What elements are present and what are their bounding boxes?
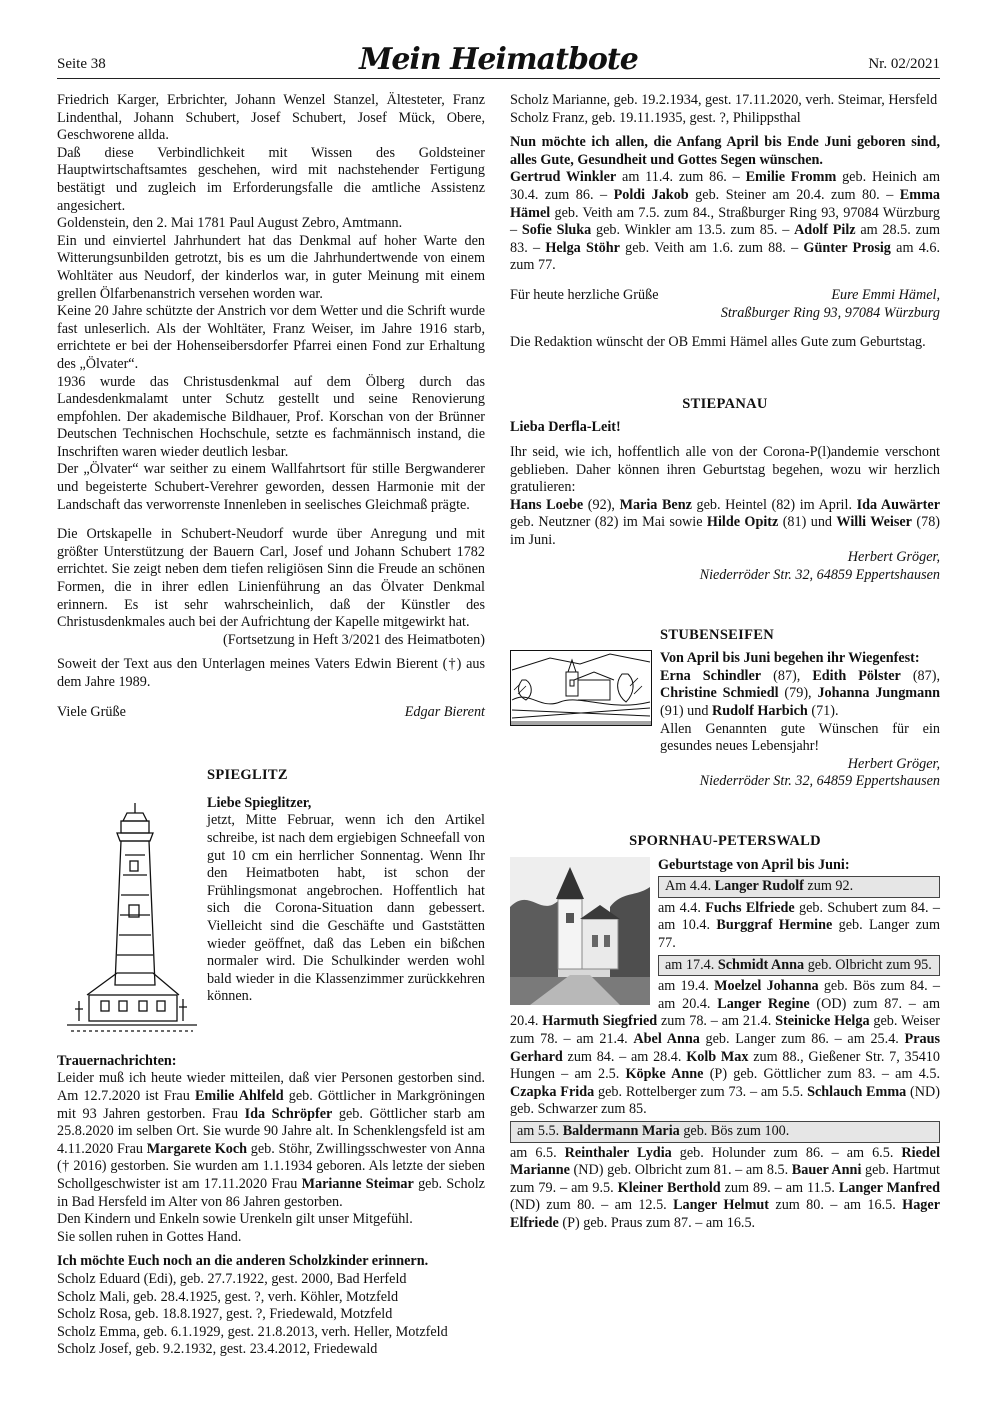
text-run: geb. Veith am 7.5. zum 84., Straßburger Ring 93, 97084 Würzburg – xyxy=(510,204,940,239)
text-run: (P) geb. Göttlicher zum 83. – am 4.5. xyxy=(703,1066,940,1083)
person-name: Kleiner Berthold xyxy=(617,1179,721,1196)
text-run: am 5.5. xyxy=(517,1122,563,1139)
scholz-list-continued xyxy=(510,92,940,127)
text-run: geb. Bös zum 100. xyxy=(679,1122,790,1139)
signature xyxy=(57,704,485,722)
highlight-box xyxy=(510,1121,940,1143)
text-run: geb. Heinich am 30.4. zum 86. – xyxy=(510,169,941,203)
highlight-box xyxy=(658,876,940,898)
subheading: Von April bis Juni begehen ihr Wiegenfest: xyxy=(660,650,920,667)
text-run: (81) und xyxy=(778,514,837,531)
paragraph: Ein und einviertel Jahrhundert hat das Denkmal auf hoher Warte den Witterungsunbilden getrotzt, bis es um die Jahrhundertwende von einem Wohltäter aus Neudorf, der kinderlos war, in guter Meinung mit einem grellen Ölfarbenanstrich versehen worden war. xyxy=(57,232,485,302)
person-name: Köpke Anne xyxy=(625,1066,704,1083)
birthday-list xyxy=(510,169,940,275)
text-run: zum 88., Gießener Str. 7, 35410 Hungen – am 2.5. xyxy=(510,1048,940,1083)
person-name: Maria Benz xyxy=(619,496,692,513)
greeting: Für heute herzliche Grüße xyxy=(510,286,659,303)
text-run: zum 78. – am 21.4. xyxy=(657,1013,776,1030)
section-title-spieglitz: SPIEGLITZ xyxy=(207,767,288,784)
text-run: geb. Veith am 1.6. zum 88. – xyxy=(619,239,804,256)
person-name: Willi Weiser xyxy=(836,514,912,531)
text-run: geb. Langer zum 77. xyxy=(658,917,940,951)
text-run: am 19.4. xyxy=(658,978,715,995)
author-address: Niederröder Str. 32, 64859 Eppertshausen xyxy=(699,773,940,790)
list-item: Scholz Mali, geb. 28.4.1925, gest. ?, verh. Köhler, Motzfeld xyxy=(57,1288,399,1305)
text-run: am 11.4. zum 86. – xyxy=(616,169,746,186)
list-item: Scholz Eduard (Edi), geb. 27.7.1922, gest. 2000, Bad Herfeld xyxy=(57,1270,407,1287)
person-name: Hilde Opitz xyxy=(706,514,779,531)
section-title-stiepanau: STIEPANAU xyxy=(682,395,768,412)
text-run: am 28.5. zum 83. – xyxy=(510,222,941,256)
person-name: Fuchs Elfriede xyxy=(705,899,795,916)
text-run: (OD) zum 87. – am 20.4. xyxy=(510,995,940,1030)
person-name: Marianne Steimar xyxy=(301,1175,414,1192)
section-title-stubenseifen: STUBENSEIFEN xyxy=(660,626,774,643)
paragraph: Keine 20 Jahre schützte der Anstrich vor dem Wetter und die Schrift wurde fast unleserlich. Als der Wohltäter, Franz Weiser, im Jahre 1916 starb, errichtete er bei der Hohenseibersdorfer Pfarrei einen Fond zur Erhaltung des „Ölvater“. xyxy=(57,303,485,372)
author-name: Edgar Bierent xyxy=(404,703,485,720)
author-name: Eure Emmi Hämel, xyxy=(831,286,940,303)
text-run: (ND) geb. Schwarzer zum 85. xyxy=(510,1083,940,1118)
village-church-illustration xyxy=(510,650,660,726)
text-run: am 17.4. xyxy=(665,956,718,973)
text-run: geb. Göttlicher starb am 25.8.2020 im selben Ort. Sie wurde 90 Jahre alt. In Schenklengsfeld ist am 4.11.2020 Frau xyxy=(57,1105,485,1157)
paragraph xyxy=(57,526,485,648)
text-run: geb. Weiser zum 78. – am 21.4. xyxy=(510,1013,941,1047)
subheading: Ich möchte Euch noch an die anderen Scholzkinder erinnern. xyxy=(57,1253,429,1270)
person-name: Langer Manfred xyxy=(838,1179,940,1196)
text-run: zum 84. – am 28.4. xyxy=(562,1048,687,1065)
subheading: Trauernachrichten: xyxy=(57,1052,177,1069)
person-name: Schlauch Emma xyxy=(807,1083,907,1100)
paragraph: Den Kindern und Enkeln sowie Urenkeln gilt unser Mitgefühl. xyxy=(57,1211,413,1228)
highlight-box xyxy=(658,955,940,977)
person-name: Erna Schindler xyxy=(660,667,762,684)
person-name: Langer Rudolf xyxy=(714,878,804,895)
person-name: Reinthaler Lydia xyxy=(564,1144,672,1161)
person-name: Czapka Frida xyxy=(510,1083,595,1100)
text-run: geb. Steiner am 20.4. zum 80. – xyxy=(688,186,900,203)
text-run: Am 4.4. xyxy=(665,878,715,895)
page-header xyxy=(57,42,940,80)
person-name: Hans Loebe xyxy=(510,496,584,513)
text-run: (87), xyxy=(900,667,940,684)
person-name: Kolb Max xyxy=(686,1048,749,1065)
text-run: geb. Göttlicher in Markgröningen mit 93 Jahren gestorben. Frau xyxy=(57,1087,485,1122)
person-name: Emilie Ahlfeld xyxy=(194,1087,284,1104)
paragraph: Daß diese Verbindlichkeit mit Wissen des Goldsteiner Hauptwirtschaftsamtes geschehen, wird mit nachstehender Fertigung bestätigt und zugleich im Erforderungsfalle die amtliche Assistenz angesichert. xyxy=(57,144,485,214)
birthday-list xyxy=(510,497,940,550)
person-name: Harmuth Siegfried xyxy=(542,1013,658,1030)
author-address: Straßburger Ring 93, 97084 Würzburg xyxy=(720,304,940,321)
person-name: Langer Regine xyxy=(717,995,810,1012)
paragraph: Allen Genannten gute Wünschen für ein gesundes neues Lebensjahr! xyxy=(660,720,940,755)
text-run: am 6.5. xyxy=(510,1144,565,1161)
list-item: Scholz Franz, geb. 19.11.1935, gest. ?, Philippsthal xyxy=(510,109,801,126)
person-name: Bauer Anni xyxy=(791,1162,862,1179)
person-name: Steinicke Helga xyxy=(775,1013,870,1030)
list-item: Scholz Emma, geb. 6.1.1929, gest. 21.8.2013, verh. Heller, Motzfeld xyxy=(57,1323,448,1340)
text-run: (79), xyxy=(778,685,818,702)
person-name: Johanna Jungmann xyxy=(817,685,940,702)
text-run: zum 80. – am 16.5. xyxy=(769,1197,903,1214)
person-name: Burggraf Hermine xyxy=(716,917,833,934)
birthday-list xyxy=(660,668,940,721)
paragraph: Friedrich Karger, Erbrichter, Johann Wenzel Stanzel, Ältesteter, Franz Lindenthal, Johann Schubert, Josef Schubert, Josef Mück, Obere, Geschworene allda. xyxy=(57,92,485,144)
person-name: Adolf Pilz xyxy=(794,222,856,239)
text-run: (ND) zum 80. – am 12.5. xyxy=(510,1197,674,1214)
person-name: Sofie Sluka xyxy=(521,222,592,239)
subheading: Nun möchte ich allen, die Anfang April bis Ende Juni geboren sind, alles Gute, Gesundheit und Gottes Segen wünschen. xyxy=(510,134,940,168)
person-name: Ida Auwärter xyxy=(856,496,940,513)
person-name: Riedel Marianne xyxy=(510,1144,941,1179)
left-column xyxy=(57,92,485,1359)
text-run: geb. Neutzner (82) im Mai sowie xyxy=(510,514,707,531)
author-name: Herbert Gröger, xyxy=(847,755,940,772)
person-name: Edith Pölster xyxy=(812,667,901,684)
text-run: geb. Winkler am 13.5. zum 85. – xyxy=(591,222,795,239)
text-run: geb. Langer zum 86. – am 25.4. xyxy=(699,1030,905,1047)
paragraph: Ihr seid, wie ich, hoffentlich alle von der Corona-P(l)andemie verschont geblieben. Daher können ihren Geburtstag begehen, wozu wir herzlich gratulieren: xyxy=(510,443,940,496)
text-run: (87), xyxy=(761,667,813,684)
subheading: Geburtstage von April bis Juni: xyxy=(658,856,850,873)
person-name: Langer Helmut xyxy=(673,1197,770,1214)
paragraph: jetzt, Mitte Februar, wenn ich den Artikel schreibe, ist nach dem ergiebigen Schneefall von gut 10 cm ein herrlicher Sonnentag. Wenn Ihr den Heimatboten habt, ist schon der Frühlingsmonat angebrochen. Hoffentlich hat sich die Corona-Situation dann gebessert. Vielleicht sind die Geschäfte und Gaststätten wieder geöffnet, daß das Leben ein bißchen normaler wird. Die Schulkinder werden wohl bald wieder in die Klassenzimmer zurückkehren können. xyxy=(207,812,485,1005)
person-name: Abel Anna xyxy=(633,1030,700,1047)
person-name: Poldi Jakob xyxy=(613,186,689,203)
page-number: Seite 38 xyxy=(57,56,106,72)
obituary-text xyxy=(57,1070,485,1211)
paragraph: Der „Ölvater“ war seither zu einem Wallfahrtsort für stille Bergwanderer und begeisterte Schubert-Verehrer geworden, dessen Harmonie mit der Landschaft das verworrenste Innenleben in seelisches Gleichmaß prägte. xyxy=(57,461,485,513)
right-column xyxy=(510,92,940,1232)
salutation: Lieba Derfla-Leit! xyxy=(510,419,621,436)
list-item: Scholz Josef, geb. 9.2.1932, gest. 23.4.2012, Friedewald xyxy=(57,1341,378,1358)
text-run: zum 92. xyxy=(803,878,854,895)
text-run: (P) geb. Praus zum 87. – am 16.5. xyxy=(558,1214,756,1231)
birthday-list xyxy=(658,900,940,953)
person-name: Günter Prosig xyxy=(803,239,891,256)
person-name: Emma Hämel xyxy=(510,186,940,221)
person-name: Schmidt Anna xyxy=(717,956,805,973)
person-name: Baldermann Maria xyxy=(562,1122,680,1139)
person-name: Margarete Koch xyxy=(146,1140,248,1157)
text-run: am 4.4. xyxy=(658,899,706,916)
list-item: Scholz Marianne, geb. 19.2.1934, gest. 17.11.2020, verh. Steimar, Hersfeld xyxy=(510,92,938,108)
paragraph: Sie sollen ruhen in Gottes Hand. xyxy=(57,1228,242,1245)
salutation: Liebe Spieglitzer, xyxy=(207,794,312,811)
person-name: Christine Schmiedl xyxy=(660,685,779,702)
text-run: (78) im Juni. xyxy=(510,514,941,548)
paragraph: 1936 wurde das Christusdenkmal auf dem Ölberg durch das Landesdenkmalamt unter Schutz gestellt und seine Renovierung empfohlen. Der akademische Bildhauer, Prof. Korschan von der Brünner Deutschen Technischen Hochschule, setzte es fachmännisch instand, die Inschriften waren wieder deutlich lesbar. xyxy=(57,373,485,460)
paragraph: Goldenstein, den 2. Mai 1781 Paul August Zebro, Amtmann. xyxy=(57,215,403,232)
person-name: Gertrud Winkler xyxy=(510,169,617,186)
person-name: Ida Schröpfer xyxy=(244,1105,333,1122)
header-rule xyxy=(57,78,940,79)
text-run: geb. Heintel (82) im April. xyxy=(691,496,857,513)
section-title-spornhau: SPORNHAU-PETERSWALD xyxy=(629,833,821,849)
person-name: Moelzel Johanna xyxy=(714,978,819,995)
text-run: (92), xyxy=(583,496,620,513)
paragraph: Soweit der Text aus den Unterlagen meines Vaters Edwin Bierent (†) aus dem Jahre 1989. xyxy=(57,656,485,690)
text-run: geb. Rottelberger zum 73. – am 5.5. xyxy=(594,1083,808,1100)
birthday-list xyxy=(510,1145,940,1233)
text-run: geb. Stöhr, Zwillingsschwester von Anna († 2016) gestorben. Sie wurden am 1.1.1934 geboren. Als letzte der sieben Schollgeschwister ist am 17.11.2020 Frau xyxy=(57,1140,485,1192)
person-name: Helga Stöhr xyxy=(545,239,620,256)
text-run: geb. Hartmut zum 79. – am 9.5. xyxy=(510,1162,940,1196)
text-run: Leider muß ich heute wieder mitteilen, daß vier Personen gestorben sind. Am 12.7.2020 ist Frau xyxy=(57,1070,485,1104)
masthead-logo: Mein Heimatbote xyxy=(359,42,638,77)
text-run: (71). xyxy=(807,703,839,720)
text-run: am 4.6. zum 77. xyxy=(510,239,940,274)
signature xyxy=(510,287,940,305)
paragraph: Die Redaktion wünscht der OB Emmi Hämel alles Gute zum Geburtstag. xyxy=(510,334,926,351)
text-run: geb. Scholz in Bad Hersfeld im Alter von 86 Jahren gestorben. xyxy=(57,1175,485,1210)
text-run: geb. Schubert zum 84. – am 10.4. xyxy=(658,899,940,934)
person-name: Hager Elfriede xyxy=(510,1197,940,1231)
church-photo xyxy=(510,857,658,1007)
text-run: geb. Holunder zum 86. – am 6.5. xyxy=(671,1144,902,1161)
author-name: Herbert Gröger, xyxy=(847,549,940,566)
lookout-tower-illustration xyxy=(57,795,207,1045)
list-item: Scholz Rosa, geb. 18.8.1927, gest. ?, Friedewald, Motzfeld xyxy=(57,1306,393,1323)
scholz-list xyxy=(57,1271,485,1359)
text-run: zum 89. – am 11.5. xyxy=(720,1179,839,1196)
person-name: Praus Gerhard xyxy=(510,1030,940,1065)
text-run: geb. Bös zum 84. – am 20.4. xyxy=(658,978,940,1012)
person-name: Emilie Fromm xyxy=(745,169,837,186)
person-name: Rudolf Harbich xyxy=(712,703,808,720)
paragraph-text: Die Ortskapelle in Schubert-Neudorf wurde über Anregung und mit größter Unterstützung der Bauern Carl, Josef und Johann Schubert 1782 errichtet. Sie zeigt neben dem tiefen religiösen Sinn die Freude an schönen Formen, die in ihrer edlen Linienführung an das Ölvater Denkmal erinnern. Es ist sehr wahrscheinlich, daß der Künstler des Christusdenkmales auch bei der Aufrichtung der Kapelle mitgewirkt hat. xyxy=(57,526,485,631)
text-run: (ND) geb. Olbricht zum 81. – am 8.5. xyxy=(569,1162,792,1179)
greeting: Viele Grüße xyxy=(57,703,126,720)
continuation-note: (Fortsetzung in Heft 3/2021 des Heimatboten) xyxy=(222,631,485,648)
text-run: geb. Olbricht zum 95. xyxy=(804,956,932,973)
author-address: Niederröder Str. 32, 64859 Eppertshausen xyxy=(699,567,940,584)
issue-number: Nr. 02/2021 xyxy=(868,56,940,72)
text-run: (91) und xyxy=(660,703,713,720)
